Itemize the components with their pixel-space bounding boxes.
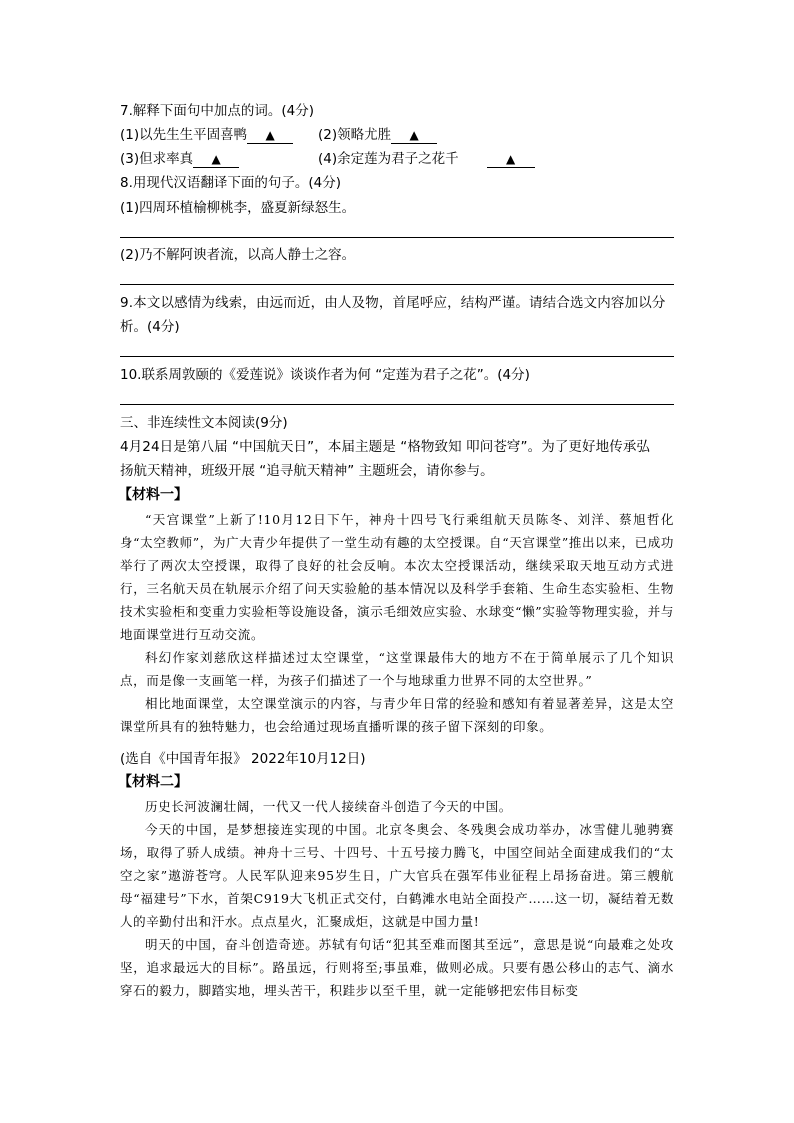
q7-item-4-text: (4)余定莲为君子之花千 [318,151,459,167]
material1-paragraph: 相比地面课堂，太空课堂演示的内容，与青少年日常的经验和感知有着显著差异，这是太空课堂所具有的独特魅力，也会给通过现场直播听课的孩子留下深刻的印象。 [120,696,674,734]
q9-text-line-1: 9.本文以感情为线索，由远而近，由人及物，首尾呼应，结构严谨。请结合选文内容加以分 [120,295,666,311]
q7-title: 7.解释下面句中加点的词。(4分) [120,103,315,119]
material1-source: (选自《中国青年报》 2022年10月12日) [120,751,366,767]
q7-item-2 [318,125,437,145]
section3-intro-line-2: 扬航天精神，班级开展 “追寻航天精神” 主题班会，请你参与。 [120,463,494,479]
q7-answer-blank-3[interactable]: ▲ [193,151,239,168]
q7-answer-blank-1[interactable]: ▲ [247,127,293,144]
section3-intro-line-1: 4月24日是第八届 “中国航天日”，本届主题是 “格物致知 叩问苍穹”。为了更好地传承弘 [120,439,651,455]
q9-text-line-2: 析。(4分) [120,319,180,335]
material2-paragraph: 今天的中国，是梦想接连实现的中国。北京冬奥会、冬残奥会成功举办，冰雪健儿驰骋赛场，取得了骄人成绩。神舟十三号、十四号、十五号接力腾飞，中国空间站全面建成我们的“太空之家”遨游苍穹。人民军队迎来95岁生日，广大官兵在强军伟业征程上昂扬奋进。第三艘航母“福建号”下水，首架C919大飞机正式交付，白鹤滩水电站全面投产……这一切，凝结着无数人的辛勤付出和汗水。点点星火，汇聚成炬，这就是中国力量! [120,822,674,929]
q8-sentence-1: (1)四周环植榆柳桃李，盛夏新绿怒生。 [120,200,356,216]
material2-paragraph: 明天的中国，奋斗创造奇迹。苏轼有句话“犯其至难而图其至远”，意思是说“向最难之处攻坚，追求最远大的目标”。路虽远，行则将至;事虽难，做则必成。只要有愚公移山的志气、滴水穿石的毅力，脚踏实地，埋头苦干，积跬步以至千里，就一定能够把宏伟目标变 [120,937,674,998]
material1-label: 【材料一】 [118,487,188,503]
q7-item-3-text: (3)但求率真 [120,151,194,167]
material1-paragraph: 科幻作家刘慈欣这样描述过太空课堂，“这堂课最伟大的地方不在于简单展示了几个知识点，而是像一支画笔一样，为孩子们描述了一个与地球重力世界不同的太空世界。” [120,650,674,688]
q7-item-4 [318,149,535,169]
q7-item-1 [120,125,293,145]
q7-answer-blank-2[interactable]: ▲ [391,127,437,144]
q7-item-2-text: (2)领略尤胜 [318,127,392,143]
material1-paragraph: “天宫课堂”上新了!10月12日下午，神舟十四号飞行乘组航天员陈冬、刘洋、蔡旭哲化身“太空教师”，为广大青少年提供了一堂生动有趣的太空授课。自“天宫课堂”推出以来，已成功举行了两次太空授课，取得了良好的社会反响。本次太空授课活动，继续采取天地互动方式进行，三名航天员在轨展示介绍了问天实验舱的基本情况以及科学手套箱、生命生态实验柜、生物技术实验柜和变重力实验柜等设施设备，演示毛细效应实验、水球变“懒”实验等物理实验，并与地面课堂进行互动交流。 [120,512,674,642]
q8-answer-line-1[interactable] [120,237,674,238]
material2-body [120,795,674,1002]
q8-sentence-2: (2)乃不解阿谀者流，以高人静士之容。 [120,247,356,263]
q7-answer-blank-4[interactable]: ▲ [487,151,535,168]
q7-item-1-text: (1)以先生生平固喜鸭 [120,127,248,143]
q8-title: 8.用现代汉语翻译下面的句子。(4分) [120,175,342,191]
q8-answer-line-2[interactable] [120,284,674,285]
section3-title: 三、非连续性文本阅读(9分) [120,415,288,431]
q9-answer-line[interactable] [120,356,674,357]
material2-paragraph: 历史长河波澜壮阔，一代又一代人接续奋斗创造了今天的中国。 [145,799,512,814]
q10-text: 10.联系周敦颐的《爱莲说》谈谈作者为何 “定莲为君子之花”。(4分) [120,367,530,383]
material2-label: 【材料二】 [118,774,188,790]
q7-item-3 [120,149,239,169]
material1-body [120,508,674,738]
q10-answer-line[interactable] [120,404,674,405]
